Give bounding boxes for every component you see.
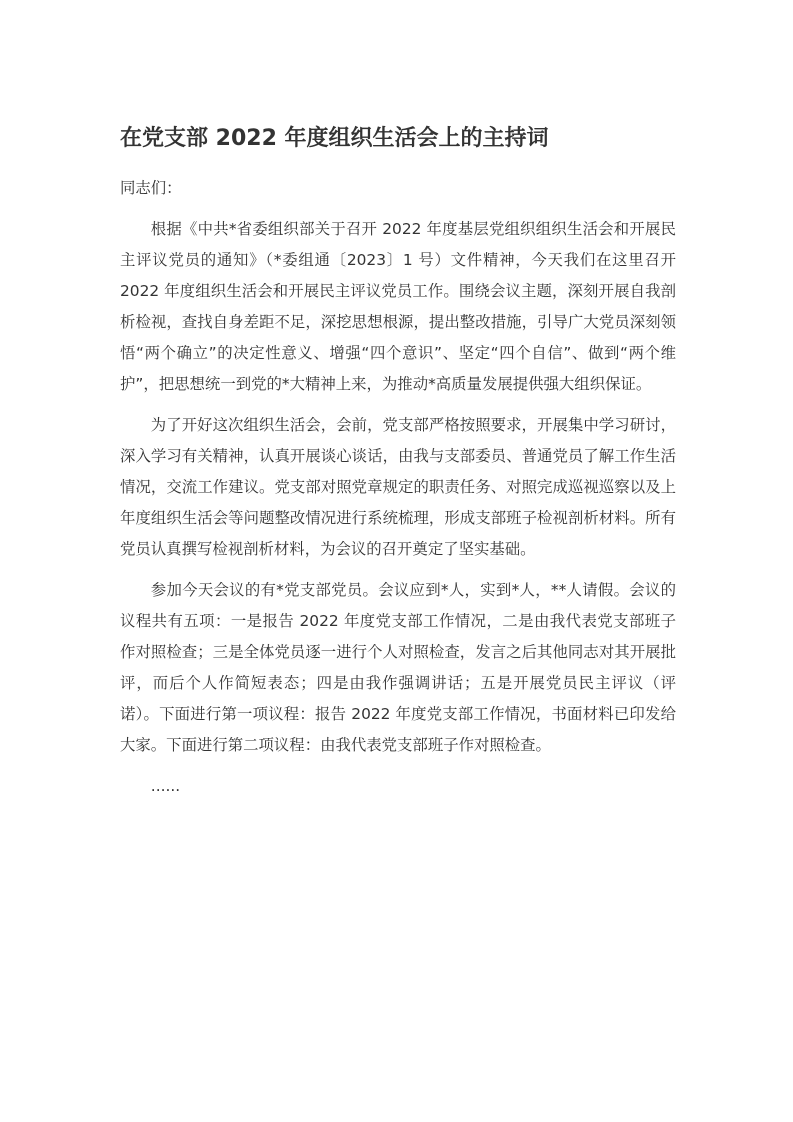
paragraph: 参加今天会议的有*党支部党员。会议应到*人，实到*人，**人请假。会议的议程共有五项：一是报告 2022 年度党支部工作情况，二是由我代表党支部班子作对照检查；三是全体党员逐一进行个人对照检查，发言之后其他同志对其开展批评，而后个人作简短表态；四是由我作强调讲话；五是开展党员民主评议（评诺）。下面进行第一项议程：报告 2022 年度党支部工作情况，书面材料已印发给大家。下面进行第二项议程：由我代表党支部班子作对照检查。: [120, 581, 676, 754]
paragraph: 为了开好这次组织生活会，会前，党支部严格按照要求，开展集中学习研讨，深入学习有关精神，认真开展谈心谈话，由我与支部委员、普通党员了解工作生活情况，交流工作建议。党支部对照党章规定的职责任务、对照完成巡视巡察以及上年度组织生活会等问题整改情况进行系统梳理，形成支部班子检视剖析材料。所有党员认真撰写检视剖析材料，为会议的召开奠定了坚实基础。: [120, 416, 676, 558]
salutation: 同志们：: [120, 179, 182, 197]
document-title: 在党支部 2022 年度组织生活会上的主持词: [120, 126, 549, 151]
document-body: [120, 173, 676, 802]
ellipsis-paragraph: ......: [150, 777, 181, 795]
paragraph: 根据《中共*省委组织部关于召开 2022 年度基层党组织组织生活会和开展民主评议党员的通知》（*委组通〔2023〕1 号）文件精神，今天我们在这里召开 2022 年度组织生活会和开展民主评议党员工作。围绕会议主题，深刻开展自我剖析检视，查找自身差距不足，深挖思想根源，提出整改措施，引导广大党员深刻领悟“两个确立”的决定性意义、增强“四个意识”、坚定“四个自信”、做到“两个维护”，把思想统一到党的*大精神上来，为推动*高质量发展提供强大组织保证。: [120, 220, 676, 393]
